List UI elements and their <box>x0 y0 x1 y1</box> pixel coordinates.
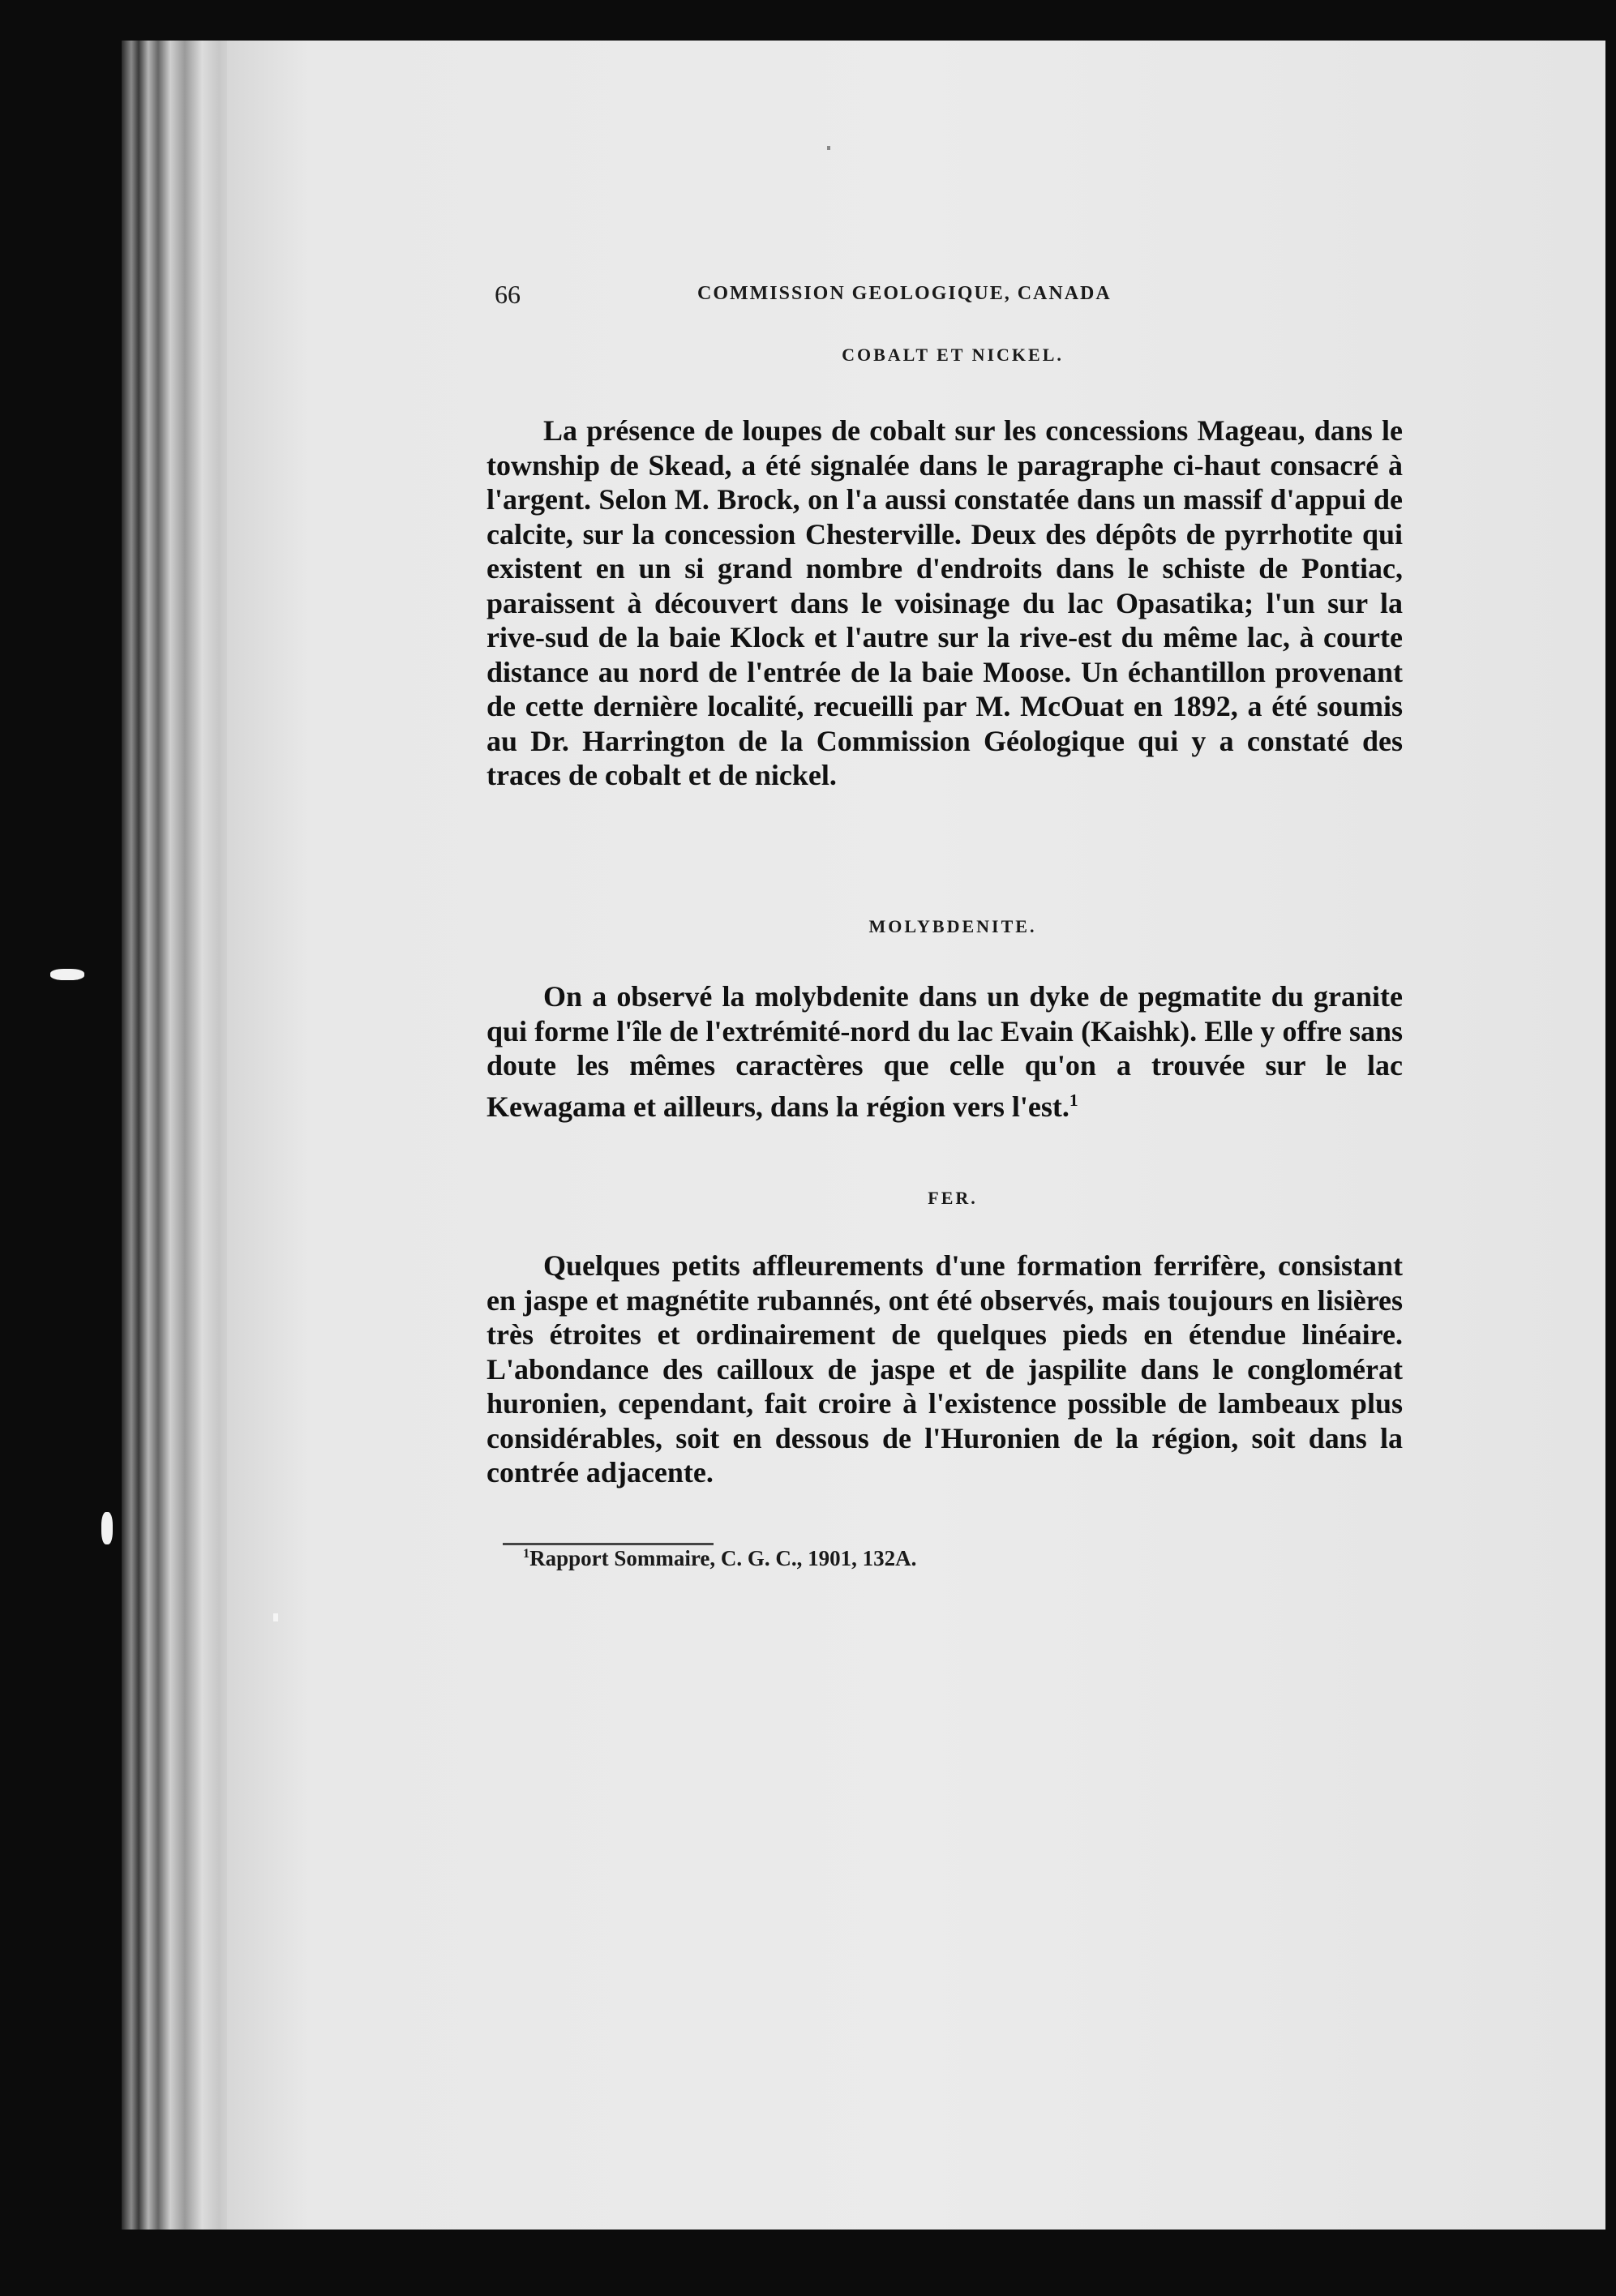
scan-speck <box>827 146 830 150</box>
paragraph-text: On a observé la molybdenite dans un dyke de pegmatite du granite qui forme l'île de l'extrémité-nord du lac Evain (Kaishk). Elle y offre sans doute les mêmes caractères que celle qu'on a trouvée sur le lac Kewagama et ailleurs, dans la région vers l'est. <box>487 980 1403 1123</box>
section-heading: COBALT ET NICKEL. <box>842 345 1064 365</box>
paragraph-text: La présence de loupes de cobalt sur les concessions Mageau, dans le township de Skead, a été signalée dans le paragraphe ci-haut consacré à l'argent. Selon M. Brock, on l'a aussi constatée dans un massif d'appui de calcite, sur la concession Chesterville. Deux des dépôts de pyrrhotite qui existent en un si grand nombre d'endroits dans le schiste de Pontiac, paraissent à découvert dans le voisinage du lac Opasatika; l'un sur la rive-sud de la baie Klock et l'autre sur la rive-est du même lac, à courte distance au nord de l'entrée de la baie Moose. Un échantillon provenant de cette dernière localité, recueilli par M. McOuat en 1892, a été soumis au Dr. Harrington de la Commission Géologique qui y a constaté des traces de cobalt et de nickel. <box>487 414 1403 791</box>
footnote-marker: 1 <box>523 1546 530 1561</box>
footnote-reference: 1 <box>1069 1090 1078 1110</box>
scan-speck <box>273 1613 278 1621</box>
footnote <box>523 1546 916 1571</box>
section-heading: FER. <box>928 1188 978 1208</box>
paragraph-text: Quelques petits affleurements d'une formation ferrifère, consistant en jaspe et magnétite rubannés, ont été observés, mais toujours en lisières très étroites et ordinairement de quelques pieds en étendue linéaire. L'abondance des cailloux de jaspe et de jaspilite dans le conglomérat huronien, cependant, fait croire à l'existence possible de lambeaux plus considérables, soit en dessous de l'Huronien de la région, soit dans la contrée adjacente. <box>487 1249 1403 1489</box>
scan-speck <box>101 1512 113 1544</box>
running-head: COMMISSION GEOLOGIQUE, CANADA <box>697 283 1112 304</box>
section-paragraph <box>487 413 1403 793</box>
footnote-rule <box>503 1543 714 1545</box>
section-heading: MOLYBDENITE. <box>868 916 1037 936</box>
section-paragraph <box>487 1249 1403 1490</box>
footnote-text: Rapport Sommaire, C. G. C., 1901, 132A. <box>529 1546 917 1570</box>
page-header <box>495 280 1200 312</box>
page-number: 66 <box>495 280 521 309</box>
book-spine <box>122 41 243 2230</box>
book-page <box>227 41 1605 2230</box>
scan-speck <box>50 969 84 980</box>
section-paragraph <box>487 979 1403 1124</box>
